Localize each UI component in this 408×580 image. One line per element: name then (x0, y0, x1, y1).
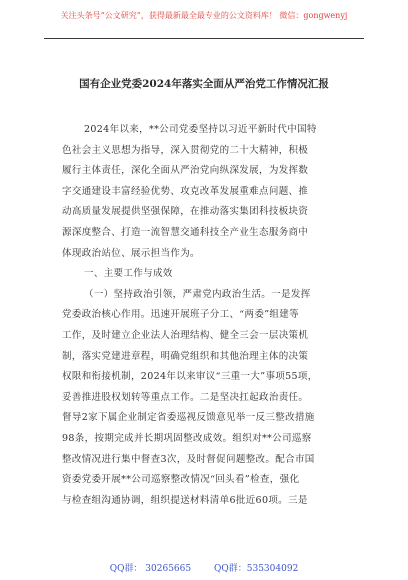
body-line: 履行主体责任，深化全面从严治党向纵深发展，为发挥数 (62, 165, 309, 177)
body-line: 体现政治站位、展示担当作为。 (62, 247, 200, 259)
footer-qq-group-2: QQ群：535304092 (214, 564, 299, 574)
document-body (62, 120, 358, 511)
body-line: 妥善推进股权划转等重点工作。二是坚决扛起政治责任。 (62, 391, 309, 403)
document-title: 国有企业党委2024年落实全面从严治党工作情况汇报 (79, 78, 329, 90)
body-line: 整改情况进行集中督查3次，及时督促问题整改。配合市国 (62, 453, 315, 465)
subsection-heading: （一）坚持政治引领，严肃党内政治生活。一是发挥 (84, 288, 311, 300)
body-line: 工作，及时建立企业法人治理结构、健全三会一层决策机 (62, 329, 309, 341)
body-line: 动高质量发展提供坚强保障，在推动落实集团科技板块资 (62, 206, 309, 218)
body-line: 2024年以来，**公司党委坚持以习近平新时代中国特 (84, 124, 317, 135)
footer-qq-group-1: QQ群： 30265665 (109, 564, 192, 574)
body-line: 源深度整合、打造一流智慧交通科技全产业生态服务商中 (62, 226, 309, 238)
section-heading: 一、主要工作与成效 (84, 268, 173, 280)
body-line: 党委政治核心作用。迅速开展班子分工、“两委”组建等 (62, 309, 299, 321)
body-line: 资委党委开展**公司巡察整改情况“回头看”检查，强化 (62, 474, 300, 486)
header-banner: 关注头条号“公文研究”，获得最新最全最专业的公文资料库！ 微信：gongwenyj (60, 11, 348, 20)
header-divider (44, 38, 364, 39)
body-line: 制，落实党建进章程，明确党组织和其他治理主体的决策 (62, 350, 309, 362)
body-line: 督导2家下属企业制定省委巡视反馈意见举一反三整改措施 (62, 412, 315, 424)
footer-contacts (0, 563, 408, 575)
body-line: 98条，按期完成并长期巩固整改成效。组织对**公司巡察 (62, 432, 312, 444)
body-line: 权限和衔接机制，2024年以来审议“三重一大”事项55项， (62, 371, 318, 383)
body-line: 色社会主义思想为指导，深入贯彻党的二十大精神，积极 (62, 144, 309, 156)
body-line: 字交通建设丰富经验优势、攻克改革发展重难点问题、推 (62, 185, 309, 197)
body-line: 与检查组沟通协调，组织提送材料清单6批近60项。三是 (62, 494, 308, 506)
